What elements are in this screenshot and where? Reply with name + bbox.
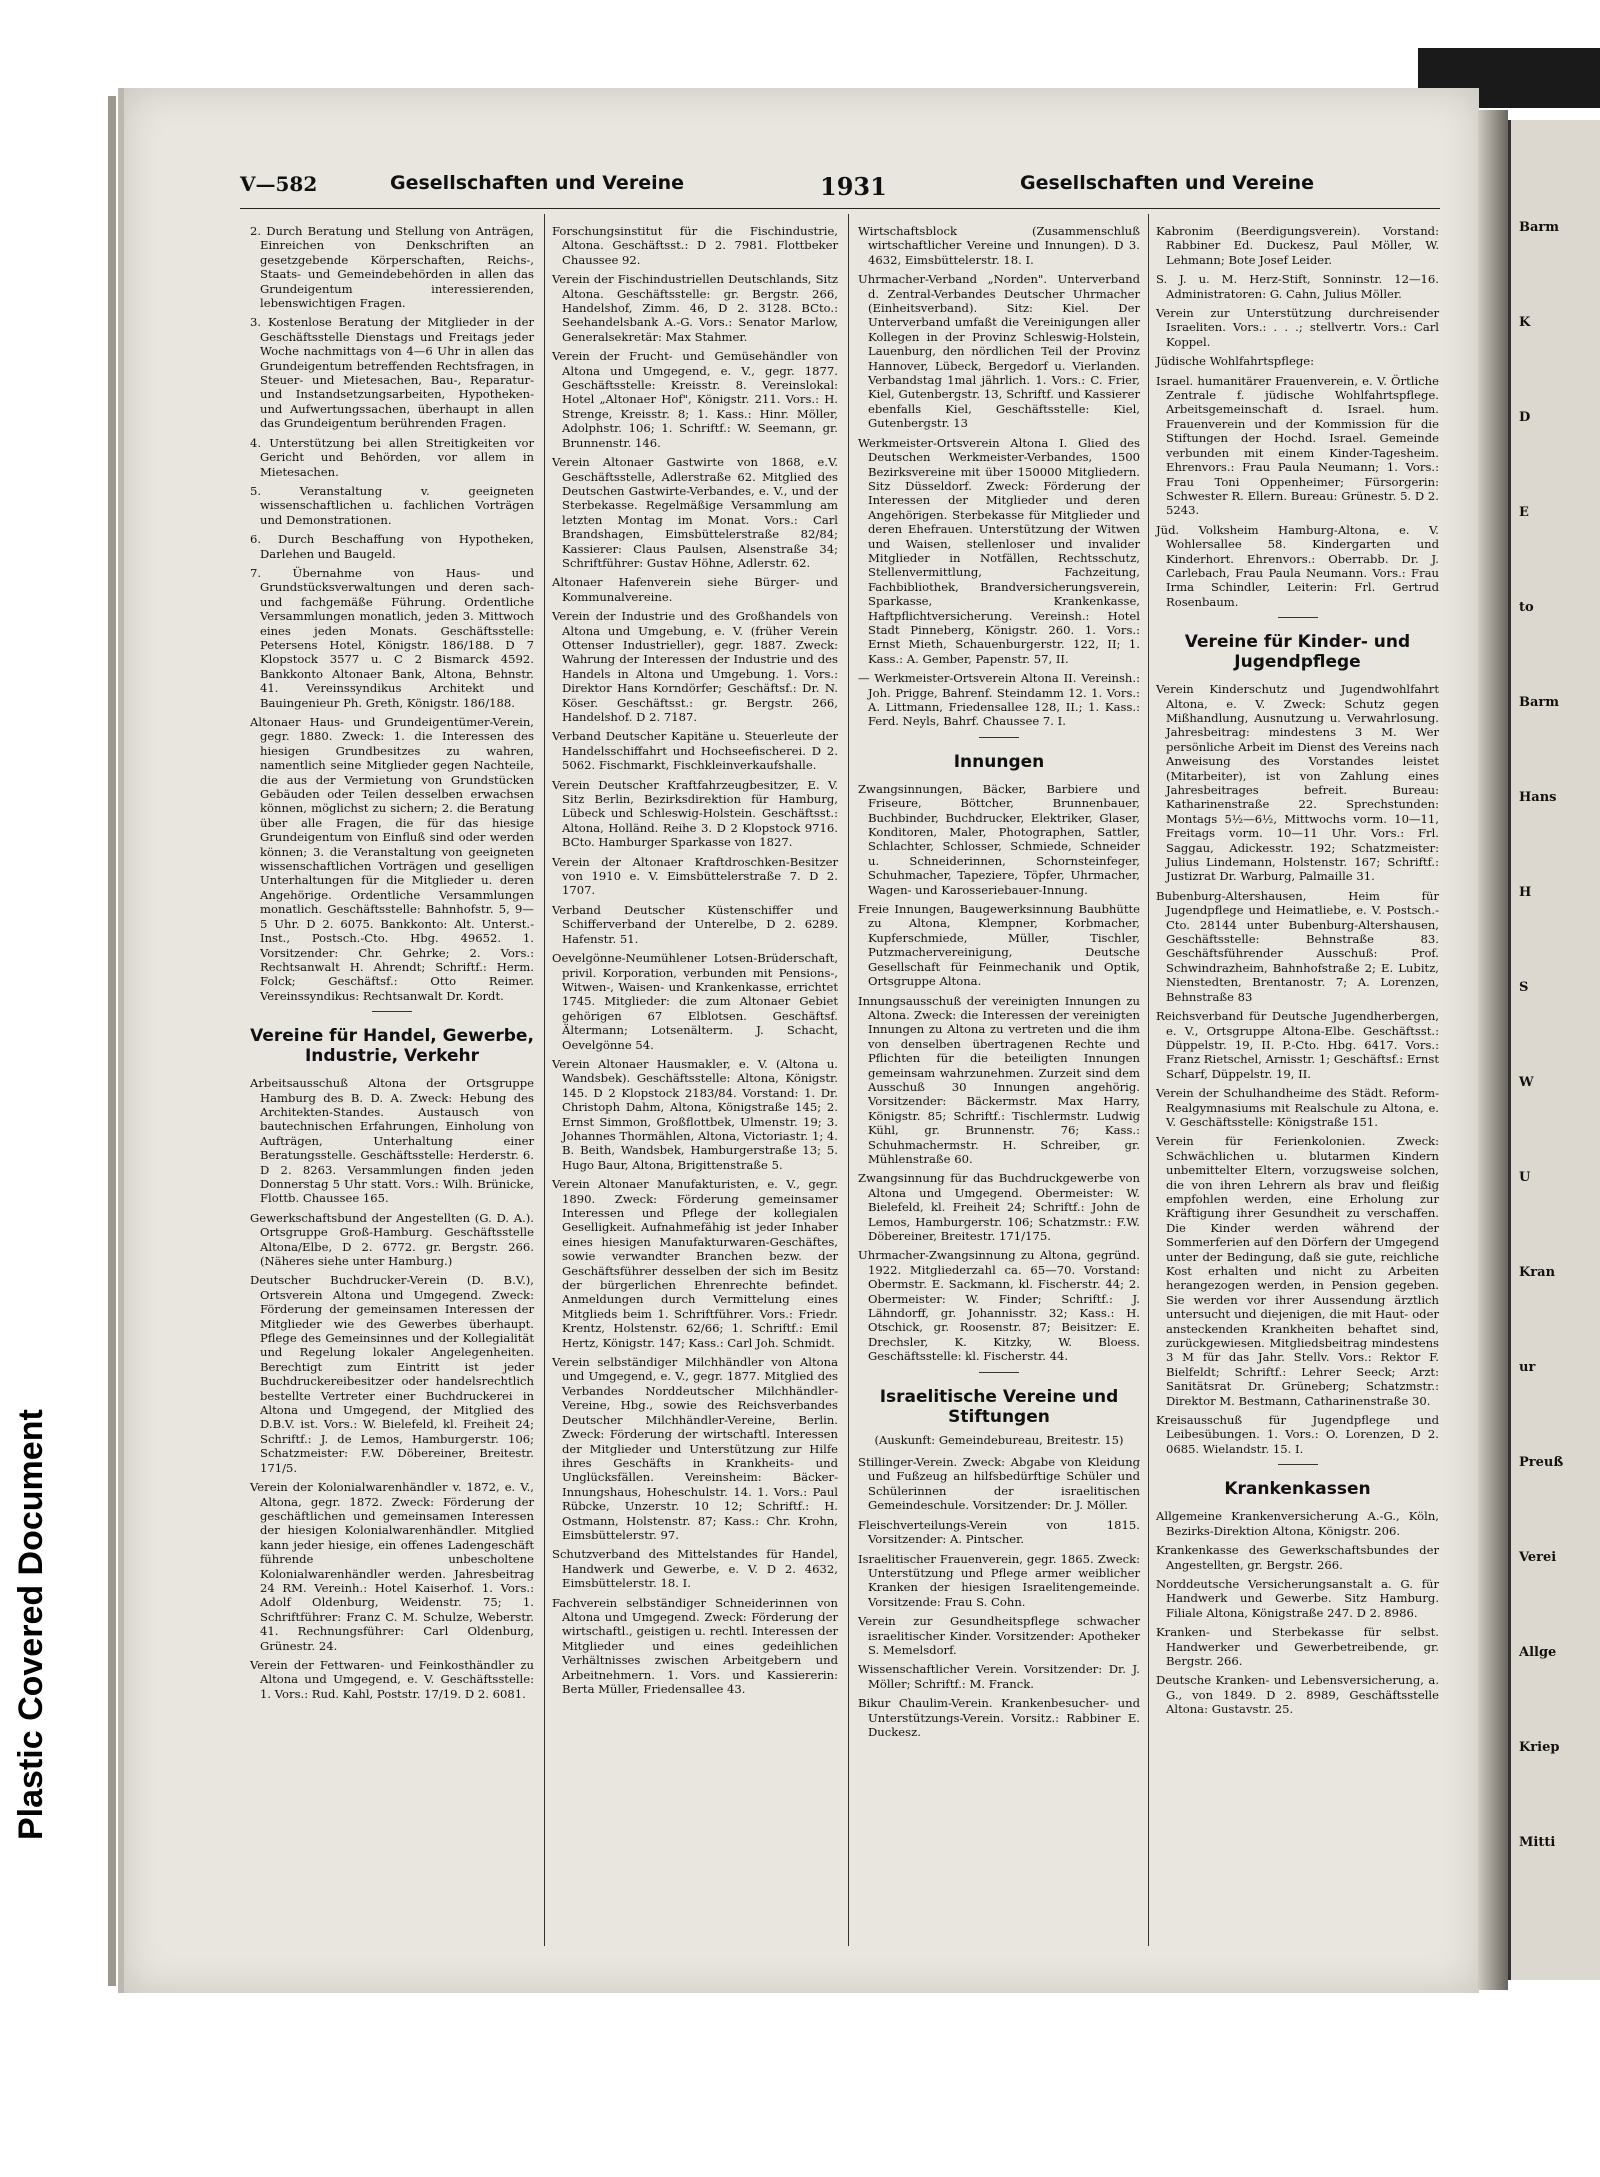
directory-entry: Innungsausschuß der vereinigten Innungen zu Altona. Zweck: die Interessen der vereinigten Innungen zu Altona zu vertreten und die ihm von denselben übertragenen Rechte und Pflichten für die beteiligten Innungen gemeinsam wahrzunehmen. Zurzeit sind dem Ausschuß 30 Innungen angehörig. Vorsitzender: Bäckermstr. Max Harry, Königstr. 85; Schriftf.: Tischlermstr. Ludwig Kühl, gr. Brunnenstr. 76; Kass.: Schuhmachermstr. H. Schreiber, gr. Mühlenstraße 60. xyxy=(858,993,1140,1166)
directory-entry: Zwangsinnung für das Buchdruckgewerbe von Altona und Umgegend. Obermeister: W. Bielefeld, kl. Freiheit 24; Schriftf.: John de Lemos, Hamburgerstr. 106; Schatzmstr.: F.W. Döbereiner, Breitestr. 171/175. xyxy=(858,1171,1140,1243)
next-page-text: H xyxy=(1519,885,1532,900)
directory-entry: S. J. u. M. Herz-Stift, Sonninstr. 12—16. Administratoren: G. Cahn, Julius Möller. xyxy=(1156,272,1439,301)
directory-entry: Israelitischer Frauenverein, gegr. 1865. Zweck: Unterstützung und Pflege armer weiblicher Kranken der hiesigen Israelitengemeinde. Vorsitzende: Frau S. Cohn. xyxy=(858,1551,1140,1609)
next-page-text: Mitti xyxy=(1519,1835,1556,1850)
directory-entry: Reichsverband für Deutsche Jugendherbergen, e. V., Ortsgruppe Altona-Elbe. Geschäftsst.: Düppelstr. 19, II. P.-Cto. Hbg. 6417. Vors.: Franz Rietschel, Arnisstr. 1; Geschäftsf.: Ernst Scharf, Düppelstr. 19, II. xyxy=(1156,1009,1439,1081)
directory-entry: Verein selbständiger Milchhändler von Altona und Umgegend, e. V., gegr. 1877. Mitglied des Verbandes Norddeutscher Milchhändler-Vereine, Hbg., sowie des Reichsverbandes Deutscher Milchhändler-Vereine, Berlin. Zweck: Förderung der wirtschaftl. Interessen der Mitglieder und Unterstützung zur Hilfe ihres Geschäfts in Krankheits- und Unglücksfällen. Vereinsheim: Bäcker-Innungshaus, Hoheschulstr. 14. 1. Vors.: Paul Rübcke, Unzerstr. 10 12; Schriftf.: H. Ostmann, Holstenstr. 87; Kass.: Chr. Krohn, Eimsbüttelerstr. 97. xyxy=(552,1355,838,1542)
directory-entry: Verein der Industrie und des Großhandels von Altona und Umgebung, e. V. (früher Verein Ottenser Industrieller), gegr. 1887. Zweck: Wahrung der Interessen der Industrie und des Handels in Altona und Umgebung. 1. Vors.: Direktor Hans Korndörfer; Geschäftsf.: Dr. N. Köser. Geschäftsst.: gr. Bergstr. 266, Handelshof. D 2. 7187. xyxy=(552,609,838,724)
directory-entry: Schutzverband des Mittelstandes für Handel, Handwerk und Gewerbe, e. V. D 2. 4632, Eimsbüttelerstr. 18. I. xyxy=(552,1547,838,1591)
directory-entry: Verein Altonaer Manufakturisten, e. V., gegr. 1890. Zweck: Förderung gemeinsamer Interessen und Pflege der kollegialen Geselligkeit. Aufnahmefähig ist jeder Inhaber eines hiesigen Manufakturwaren-Geschäftes, sowie verwandter Branchen bezw. der Geschäftsführer desselben der sich im Besitz der bürgerlichen Ehrenrechte befindet. Anmeldungen durch Vermittelung eines Mitglieds beim 1. Schriftführer. Vors.: Friedr. Krentz, Holstenstr. 62/66; 1. Schriftf.: Emil Hertz, Königstr. 147; Kass.: Carl Joh. Schmidt. xyxy=(552,1177,838,1350)
directory-entry: Altonaer Hafenverein siehe Bürger- und Kommunalvereine. xyxy=(552,575,838,604)
next-page-text: E xyxy=(1519,505,1529,520)
directory-entry: Uhrmacher-Verband „Norden". Unterverband d. Zentral-Verbandes Deutscher Uhrmacher (Einheitsverband). Sitz: Kiel. Der Unterverband umfaßt die Vereinigungen aller Kollegen in der Provinz Schleswig-Holstein, Lauenburg, den nördlichen Teil der Provinz Hannover, Lübeck, Bergedorf u. Vierlanden. Verbandstag 1mal jährlich. 1. Vors.: C. Frier, Kiel, Gutenbergstr. 13, Schriftf. und Kassierer ebenfalls Kiel, Geschäftsstelle: Kiel, Gutenbergstr. 13 xyxy=(858,272,1140,431)
book-gutter xyxy=(1478,110,1508,1990)
next-page-text: ur xyxy=(1519,1360,1536,1375)
directory-entry: Freie Innungen, Baugewerksinnung Baubhütte zu Altona, Klempner, Korbmacher, Kupferschmiede, Müller, Tischler, Putzmachervereinigung, Deutsche Gesellschaft für Feinmechanik und Optik, Ortsgruppe Altona. xyxy=(858,902,1140,989)
directory-entry: Verband Deutscher Kapitäne u. Steuerleute der Handelsschiffahrt und Hochseefischerei. D 2. 5062. Fischmarkt, Fischkleinverkaufshalle. xyxy=(552,729,838,773)
column-2 xyxy=(552,224,838,1701)
directory-entry: Kabronim (Beerdigungsverein). Vorstand: Rabbiner Ed. Duckesz, Paul Möller, W. Lehmann; Bote Josef Leider. xyxy=(1156,224,1439,267)
directory-entry: Israel. humanitärer Frauenverein, e. V. Örtliche Zentrale f. jüdische Wohlfahrtspflege. Arbeitsgemeinschaft d. Israel. hum. Frauenverein und der Kommission für die Stiftungen der Hochd. Israel. Gemeinde verbunden mit einem Kinder-Tagesheim. Ehrenvors.: Frau Paula Neumann; 1. Vors.: Frau Toni Oppenheimer; Fürsorgerin: Schwester R. Ellern. Bureau: Grünestr. 5. D 2. 5243. xyxy=(1156,373,1439,518)
column-divider-1 xyxy=(544,214,545,1946)
directory-entry: Kreisausschuß für Jugendpflege und Leibesübungen. 1. Vors.: O. Lorenzen, D 2. 0685. Wielandstr. 15. I. xyxy=(1156,1413,1439,1456)
directory-entry: Bubenburg-Altershausen, Heim für Jugendpflege und Heimatliebe, e. V. Postsch.-Cto. 28144 unter Bubenburg-Altershausen, Geschäftsstelle: Behnstraße 83. Geschäftsführender Ausschuß: Prof. Schwindrazheim, Bahnhofstraße 2; E. Lubitz, Nienstedten, Brentanostr. 7; A. Lorenzen, Behnstraße 83 xyxy=(1156,888,1439,1004)
directory-entry: Verein der Frucht- und Gemüsehändler von Altona und Umgegend, e. V., gegr. 1877. Geschäftsstelle: Kreisstr. 8. Vereinslokal: Hotel „Altonaer Hof", Königstr. 211. Vors.: H. Strenge, Kreisstr. 8; 1. Kass.: Hinr. Möller, Adolphstr. 106; 1. Schriftf.: W. Seemann, gr. Brunnenstr. 146. xyxy=(552,349,838,450)
directory-entry: Norddeutsche Versicherungsanstalt a. G. für Handwerk und Gewerbe. Sitz Hamburg. Filiale Altona, Königstraße 247. D 2. 8986. xyxy=(1156,1576,1439,1620)
separator xyxy=(1278,617,1318,618)
directory-entry: Oevelgönne-Neumühlener Lotsen-Brüderschaft, privil. Korporation, verbunden mit Pensions-, Witwen-, Waisen- und Krankenkasse, errichtet 1745. Mitglieder: die zum Altonaer Gebiet gehörigen 67 Elblotsen. Geschäftsf. Ältermann; Lotsenälterm. J. Schacht, Oevelgönne 54. xyxy=(552,951,838,1052)
column-4 xyxy=(1156,224,1439,1722)
next-page-text: Kran xyxy=(1519,1265,1556,1280)
directory-entry: Arbeitsausschuß Altona der Ortsgruppe Hamburg des B. D. A. Zweck: Hebung des Architekten-Standes. Austausch von bautechnischen Erfahrungen, Einholung von Aufträgen, Unterhaltung einer Beratungsstelle. Geschäftsstelle: Herderstr. 6. D 2. 8263. Versammlungen finden jeden Donnerstag 5 Uhr statt. Vors.: Wilh. Brünicke, Flottb. Chaussee 165. xyxy=(250,1076,534,1206)
separator xyxy=(979,737,1019,738)
separator xyxy=(372,1011,412,1012)
directory-entry: Wissenschaftlicher Verein. Vorsitzender: Dr. J. Möller; Schriftf.: M. Franck. xyxy=(858,1662,1140,1691)
column-divider-3 xyxy=(1148,214,1149,1946)
directory-entry: Verein der Kolonialwarenhändler v. 1872, e. V., Altona, gegr. 1872. Zweck: Förderung der geschäftlichen und gemeinsamen Interessen der hiesigen Kolonialwarenhändler. Mitglied kann jeder hiesige, ein offenes Ladengeschäft führende unbescholtene Kolonialwarenhändler werden. Jahresbeitrag 24 RM. Vereinh.: Hotel Kaiserhof. 1. Vors.: Adolf Oldenburg, Weidenstr. 75; 1. Schriftführer: Franz C. M. Schulze, Weberstr. 41. Rechnungsführer: Carl Oldenburg, Grünestr. 24. xyxy=(250,1480,534,1653)
directory-entry: Verein zur Gesundheitspflege schwacher israelitischer Kinder. Vorsitzender: Apotheker S. Memelsdorf. xyxy=(858,1614,1140,1657)
next-page-text: S xyxy=(1519,980,1529,995)
column-divider-2 xyxy=(848,214,849,1946)
running-title-left: Gesellschaften und Vereine xyxy=(390,172,684,194)
list-item: 3. Kostenlose Beratung der Mitglieder in der Geschäftsstelle Dienstags und Freitags jeder Woche nachmittags von 4—6 Uhr in allen das Grundeigentum betreffenden Rechtsfragen, in Steuer- und Mietesachen, Bau-, Reparatur- und Instandsetzungsarbeiten, Hypotheken- und Aufwertungssachen, überhaupt in allen das Grundeigentum berührenden Fragen. xyxy=(250,315,534,431)
separator xyxy=(1278,1464,1318,1465)
directory-entry: Fleischverteilungs-Verein von 1815. Vorsitzender: A. Pintscher. xyxy=(858,1517,1140,1547)
directory-entry: Stillinger-Verein. Zweck: Abgabe von Kleidung und Fußzeug an hilfsbedürftige Schüler und Schülerinnen der israelitischen Gemeindeschule. Vorsitzender: Dr. J. Möller. xyxy=(858,1455,1140,1513)
next-page-text: Preuß xyxy=(1519,1455,1564,1470)
directory-entry: Kranken- und Sterbekasse für selbst. Handwerker und Gewerbetreibende, gr. Bergstr. 266. xyxy=(1156,1625,1439,1668)
directory-entry: Fachverein selbständiger Schneiderinnen von Altona und Umgegend. Zweck: Förderung der wirtschaftl., geistigen u. rechtl. Interessen der Mitglieder und eines gedeihlichen Verhältnisses zwischen Arbeitgebern und Arbeitnehmern. 1. Vors. und Kassiererin: Berta Müller, Friedensallee 43. xyxy=(552,1595,838,1696)
next-page-text: K xyxy=(1519,315,1531,330)
section-title-innungen: Innungen xyxy=(953,751,1045,772)
directory-entry: Verein Altonaer Hausmakler, e. V. (Altona u. Wandsbek). Geschäftsstelle: Altona, Königstr. 145. D 2 Klopstock 2183/84. Vorstand: 1. Dr. Christoph Dahm, Altona, Königstraße 145; 2. Ernst Simmon, Großflottbek, Ulmenstr. 19; 3. Johannes Thormählen, Altona, Victoriastr. 1; 4. B. Beith, Wandsbek, Hamburgerstraße 13; 5. Hugo Baur, Altona, Brigittenstraße 5. xyxy=(552,1056,838,1172)
directory-entry: Verein zur Unterstützung durchreisender Israeliten. Vors.: . . .; stellvertr. Vors.: Carl Koppel. xyxy=(1156,306,1439,349)
section-title-kinder: Vereine für Kinder- und Jugendpflege xyxy=(1184,632,1411,673)
column-1 xyxy=(250,224,534,1706)
directory-entry: Uhrmacher-Zwangsinnung zu Altona, gegründ. 1922. Mitgliederzahl ca. 65—70. Vorstand: Obermstr. E. Sackmann, kl. Fischerstr. 44; 2. Obermeister: W. Finder; Schriftf.: J. Lähndorff, gr. Johannisstr. 32; Kass.: H. Otschick, gr. Roosenstr. 87; Beisitzer: E. Drechsler, K. Kitzky, W. Bloess. Geschäftsstelle: kl. Fischerstr. 44. xyxy=(858,1248,1140,1364)
directory-entry: Verein Deutscher Kraftfahrzeugbesitzer, E. V. Sitz Berlin, Bezirksdirektion für Hamburg, Lübeck und Schleswig-Holstein. Geschäftsst.: Altona, Holländ. Reihe 3. D 2 Klopstock 9716. BCto. Hamburger Sparkasse von 1827. xyxy=(552,777,838,850)
list-item: 4. Unterstützung bei allen Streitigkeiten vor Gericht und Behörden, vor allem in Mietesachen. xyxy=(250,435,534,479)
next-page-text: W xyxy=(1519,1075,1534,1090)
directory-entry: Deutscher Buchdrucker-Verein (D. B.V.), Ortsverein Altona und Umgegend. Zweck: Förderung der gemeinsamen Interessen der Mitglieder wie des Gewerbes überhaupt. Pflege des Gemeinsinnes und der Kollegialität und Regelung lokaler Angelegenheiten. Berechtigt zum Eintritt ist jeder Buchdruckereibesitzer oder handelsrechtlich bestellte Vertreter einer Buchdruckerei in Altona und Umgegend, der Mitglied des D.B.V. ist. Vors.: W. Bielefeld, kl. Freiheit 24; Schriftf.: J. de Lemos, Hamburgerstr. 106; Schatzmeister: F.W. Döbereiner, Breitestr. 171/5. xyxy=(250,1273,534,1475)
list-item: 6. Durch Beschaffung von Hypotheken, Darlehen und Baugeld. xyxy=(250,532,534,561)
next-page-text: Kriep xyxy=(1519,1740,1560,1755)
directory-entry: Deutsche Kranken- und Lebensversicherung, a. G., von 1849. D 2. 8989, Geschäftsstelle Altona: Gustavstr. 25. xyxy=(1156,1673,1439,1717)
next-page-fragment xyxy=(1508,120,1600,1980)
next-page-text: Verei xyxy=(1519,1550,1557,1565)
directory-entry: Verein für Ferienkolonien. Zweck: Schwächlichen u. blutarmen Kindern unbemittelter Eltern, vorzugsweise solchen, die von ihren Lehrern als brav und fleißig empfohlen werden, eine Erholung zur Kräftigung ihrer Gesundheit zu verschaffen. Die Kinder werden während der Sommerferien auf den Dörfern der Umgegend unter der Bedingung, daß sie gute, reichliche Kost erhalten und nicht zu Arbeiten herangezogen werden, in Pension gegeben. Sie werden vor ihrer Aussendung ärztlich untersucht und diejenigen, die mit Haut- oder ansteckenden Krankheiten behaftet sind, zurückgewiesen. Mitgliedsbeitrag mindestens 3 M für das Jahr. Stellv. Vors.: Rektor F. Bielfeldt; Schriftf.: Lehrer Seeck; Arzt: Sanitätsrat Dr. Grüneberg; Schatzmstr.: Direktor M. Bestmann, Catharinenstraße 30. xyxy=(1156,1134,1439,1408)
directory-entry: Verband Deutscher Küstenschiffer und Schifferverband der Unterelbe, D 2. 6289. Hafenstr. 51. xyxy=(552,902,838,946)
directory-entry: Verein Kinderschutz und Jugendwohlfahrt Altona, e. V. Zweck: Schutz gegen Mißhandlung, Ausnutzung u. Verwahrlosung. Jahresbeitrag: mindestens 3 M. Wer persönliche Arbeit im Dienst des Vereins nach Anweisung des Vorstandes leistet (Mitarbeiter), ist von Zahlung eines Jahresbeitrages befreit. Bureau: Katharinenstraße 22. Sprechstunden: Montags 5½—6½, Mittwochs vorm. 10—11, Freitags vorm. 10—11 Uhr. Vors.: Frl. Saggau, Adickesstr. 192; Schatzmeister: Julius Lindemann, Holstenstr. 167; Schriftf.: Justizrat Dr. Warburg, Palmaille 31. xyxy=(1156,682,1439,884)
directory-entry: — Werkmeister-Ortsverein Altona II. Vereinsh.: Joh. Prigge, Bahrenf. Steindamm 12. 1. Vors.: A. Littmann, Friedensallee 128, II.; 1. Kass.: Ferd. Neyls, Bahrf. Chaussee 7. I. xyxy=(858,671,1140,729)
directory-entry: Jüd. Volksheim Hamburg-Altona, e. V. Wohlersallee 58. Kindergarten und Kinderhort. Ehrenvors.: Oberrabb. Dr. J. Carlebach, Frau Paula Neumann. Vors.: Frau Irma Schindler, Leiterin: Frl. Gertrud Rosenbaum. xyxy=(1156,522,1439,609)
directory-entry: Forschungsinstitut für die Fischindustrie, Altona. Geschäftsst.: D 2. 7981. Flottbeker Chaussee 92. xyxy=(552,224,838,267)
list-item: 7. Übernahme von Haus- und Grundstücksverwaltungen und deren sach- und fachgemäße Führung. Ordentliche Versammlungen monatlich, jeden 3. Mittwoch eines jeden Monats. Geschäftsstelle: Petersens Hotel, Königstr. 186/188. D 7 Klopstock 3577 u. C 2 Bismarck 4592. Bankkonto Altonaer Bank, Altona, Behnstr. 41. Vereinssyndikus Architekt und Bauingenieur Ph. Greth, Königstr. 186/188. xyxy=(250,565,534,710)
directory-entry: Gewerkschaftsbund der Angestellten (G. D. A.). Ortsgruppe Groß-Hamburg. Geschäftsstelle Altona/Elbe, D 2. 6772. gr. Bergstr. 266. (Näheres siehe unter Hamburg.) xyxy=(250,1210,534,1268)
next-page-text: U xyxy=(1519,1170,1531,1185)
directory-entry: Verein der Fischindustriellen Deutschlands, Sitz Altona. Geschäftsstelle: gr. Bergstr. 266, Handelshof, Zimm. 46, D 2. 3128. BCto.: Seehandelsbank A.-G. Vors.: Senator Marlow, Generalsekretär: Max Stahmer. xyxy=(552,272,838,344)
page-number: V—582 xyxy=(240,172,318,196)
directory-entry: Verein der Altonaer Kraftdroschken-Besitzer von 1910 e. V. Eimsbüttelerstraße 7. D 2. 1707. xyxy=(552,854,838,898)
directory-entry: Krankenkasse des Gewerkschaftsbundes der Angestellten, gr. Bergstr. 266. xyxy=(1156,1543,1439,1572)
column-3 xyxy=(858,224,1140,1744)
directory-entry: Verein der Schulhandheime des Städt. Reform-Realgymnasiums mit Realschule zu Altona, e. V. Geschäftsstelle: Königstraße 151. xyxy=(1156,1086,1439,1129)
stamp-label: Plastic Covered Document xyxy=(12,1409,50,1840)
entry-altonaer-haus: Altonaer Haus- und Grundeigentümer-Verein, gegr. 1880. Zweck: 1. die Interessen des hiesigen Grundbesitzes zu wahren, namentlich seine Mitglieder gegen Nachteile, die aus der Vermietung von Grundstücken Gebäuden oder Teilen desselben erwachsen können, möglichst zu sichern; 2. die Beratung über alle Fragen, die für das hiesige Grundeigentum von Einfluß sind oder werden können; 3. die Veranstaltung von geeigneten wissenschaftlichen Vorträgen und geselligen Unterhaltungen für die Mitglieder u. deren Angehörige. Ordentliche Versammlungen monatlich. Geschäftsstelle: Bahnhofstr. 5, 9—5 Uhr. D 2. 6075. Bankkonto: Alt. Unterst.-Inst., Postsch.-Cto. Hbg. 49652. 1. Vorsitzender: Chr. Gehrke; 2. Vors.: Rechtsanwalt H. Ahrendt; Schriftf.: Herm. Folck; Geschäftsf.: Otto Reimer. Vereinssyndikus: Rechtsanwalt Dr. Kordt. xyxy=(250,715,534,1003)
directory-entry: Jüdische Wohlfahrtspflege: xyxy=(1156,354,1315,369)
year-label: 1931 xyxy=(820,172,887,201)
directory-entry: Bikur Chaulim-Verein. Krankenbesucher- und Unterstützungs-Verein. Vorsitz.: Rabbiner E. Duckesz. xyxy=(858,1696,1140,1739)
running-title-right: Gesellschaften und Vereine xyxy=(1020,172,1314,194)
directory-entry: Verein Altonaer Gastwirte von 1868, e.V. Geschäftsstelle, Adlerstraße 62. Mitglied des Deutschen Gastwirte-Verbandes, e. V., und der Sterbekasse. Regelmäßige Versammlung am letzten Montag im Monat. Vors.: Carl Brandshagen, Eimsbüttelerstraße 82/84; Kassierer: Claus Paulsen, Alsenstraße 34; Schriftführer: Gustav Höhne, Adlerstr. 62. xyxy=(552,455,838,570)
next-page-text: Barm xyxy=(1519,220,1560,235)
list-item: 2. Durch Beratung und Stellung von Anträgen, Einreichen von Denkschriften an gesetzgebende Körperschaften, Reichs-, Staats- und Gemeindebehörden in allen das Grundeigentum interessierenden, lebenswichtigen Fragen. xyxy=(250,224,534,311)
separator xyxy=(979,1372,1019,1373)
next-page-text: D xyxy=(1519,410,1531,425)
directory-entry: Verein der Fettwaren- und Feinkosthändler zu Altona und Umgegend, e. V. Geschäftsstelle: 1. Vors.: Rud. Kahl, Poststr. 17/19. D 2. 6081. xyxy=(250,1657,534,1701)
section-subtitle: (Auskunft: Gemeindebureau, Breitestr. 15) xyxy=(874,1432,1124,1447)
section-title-israelitische: Israelitische Vereine und Stiftungen xyxy=(879,1386,1119,1427)
section-title-kranken: Krankenkassen xyxy=(1224,1479,1371,1500)
page-header xyxy=(240,172,1320,204)
directory-entry: Wirtschaftsblock (Zusammenschluß wirtschaftlicher Vereine und Innungen). D 3. 4632, Eimsbüttelerstr. 18. I. xyxy=(858,224,1140,267)
header-rule xyxy=(240,208,1440,209)
list-item: 5. Veranstaltung v. geeigneten wissenschaftlichen u. fachlichen Vorträgen und Demonstrationen. xyxy=(250,483,534,527)
next-page-text: Hans xyxy=(1519,790,1557,805)
section-title-handel: Vereine für Handel, Gewerbe, Industrie, Verkehr xyxy=(250,1026,534,1067)
directory-entry: Werkmeister-Ortsverein Altona I. Glied des Deutschen Werkmeister-Verbandes, 1500 Bezirksvereine mit über 150000 Mitgliedern. Sitz Düsseldorf. Zweck: Förderung der Interessen der Mitglieder und deren Angehörigen. Sterbekasse für Mitglieder und deren Ehefrauen. Unterstützung der Witwen und Waisen, stellenloser und invalider Mitglieder in Notfällen, Rechtsschutz, Stellenvermittlung, Fachzeitung, Fachbibliothek, Brandversicherungsverein, Sparkasse, Krankenkasse, Haftpflichtversicherung. Vereinsh.: Hotel Stadt Pinneberg, Königstr. 260. 1. Vors.: Ernst Mieth, Schauenburgerstr. 122, II; 1. Kass.: A. Gember, Papenstr. 57, II. xyxy=(858,435,1140,666)
next-page-text: to xyxy=(1519,600,1534,615)
page-edge xyxy=(108,96,116,1986)
next-page-text: Allge xyxy=(1519,1645,1557,1660)
directory-entry: Allgemeine Krankenversicherung A.-G., Köln, Bezirks-Direktion Altona, Königstr. 206. xyxy=(1156,1509,1439,1538)
directory-entry: Zwangsinnungen, Bäcker, Barbiere und Friseure, Böttcher, Brunnenbauer, Buchbinder, Buchdrucker, Elektriker, Glaser, Konditoren, Maler, Photographen, Sattler, Schlachter, Schlosser, Schmiede, Schneider u. Schneiderinnen, Schornsteinfeger, Schuhmacher, Tapeziere, Töpfer, Uhrmacher, Wagen- und Karosseriebauer-Innung. xyxy=(858,781,1140,897)
next-page-text: Barm xyxy=(1519,695,1560,710)
